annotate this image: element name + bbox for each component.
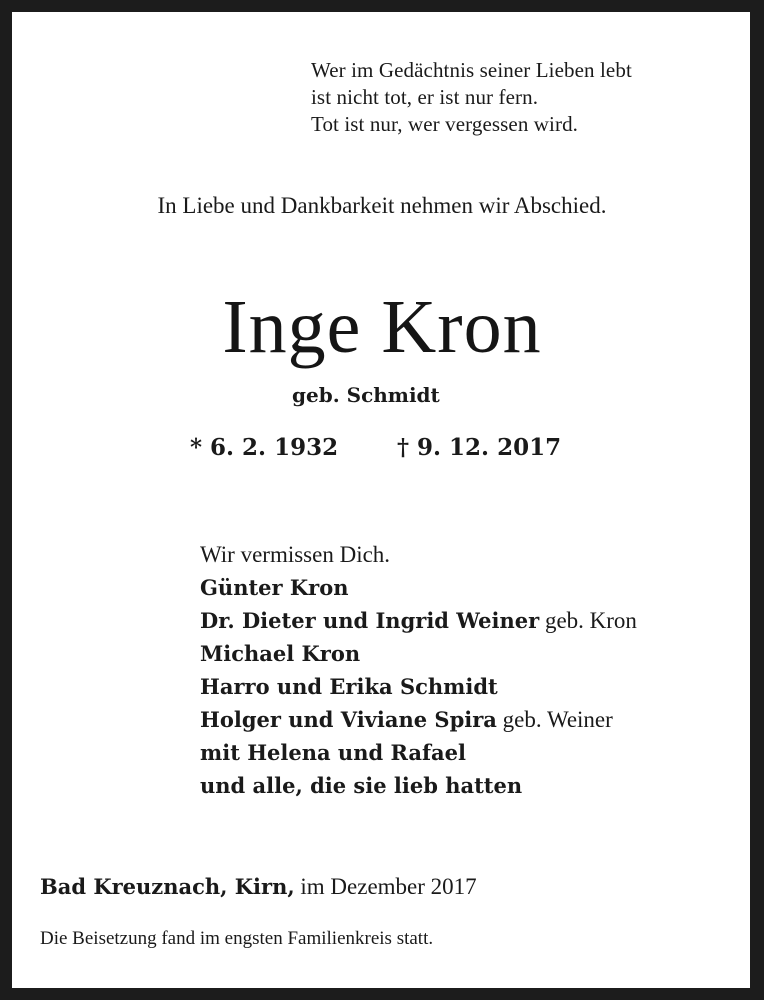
mourner-line — [200, 769, 637, 802]
poem-line: Wer im Gedächtnis seiner Lieben lebt — [311, 58, 632, 82]
mourner-suffix: geb. Kron — [539, 608, 637, 633]
birth-date: * 6. 2. 1932 — [190, 434, 339, 461]
mourner-name: Günter Kron — [200, 575, 349, 600]
death-date: † 9. 12. 2017 — [397, 434, 562, 461]
poem-line: ist nicht tot, er ist nur fern. — [311, 85, 539, 109]
place-names: Bad Kreuznach, Kirn, — [40, 874, 295, 899]
mourner-name: mit Helena und Rafael — [200, 740, 466, 765]
mourner-name: Holger und Viviane Spira — [200, 707, 497, 732]
poem-line: Tot ist nur, wer vergessen wird. — [311, 112, 579, 136]
mourner-suffix: geb. Weiner — [496, 707, 613, 732]
mourner-name: und alle, die sie lieb hatten — [200, 773, 523, 798]
mourner-name: Harro und Erika Schmidt — [200, 674, 498, 699]
mourners-intro: Wir vermissen Dich. — [200, 542, 391, 567]
mourner-name: Dr. Dieter und Ingrid Weiner — [200, 608, 540, 633]
mourner-name: Michael Kron — [200, 641, 361, 666]
mourner-line — [200, 604, 637, 637]
mourner-line — [200, 637, 637, 670]
month-year: im Dezember 2017 — [294, 874, 477, 899]
burial-note: Die Beisetzung fand im engsten Familienkreis statt. — [40, 928, 434, 949]
mourner-line — [200, 670, 637, 703]
farewell-intro: In Liebe und Dankbarkeit nehmen wir Abschied. — [157, 193, 607, 218]
mourner-line — [200, 736, 637, 769]
maiden-name: geb. Schmidt — [292, 383, 440, 407]
place-and-date — [40, 872, 477, 903]
memorial-poem — [311, 57, 632, 138]
deceased-name: Inge Kron — [222, 285, 542, 369]
mourner-line — [200, 571, 637, 604]
mourners-list — [200, 538, 637, 802]
mourner-line — [200, 703, 637, 736]
